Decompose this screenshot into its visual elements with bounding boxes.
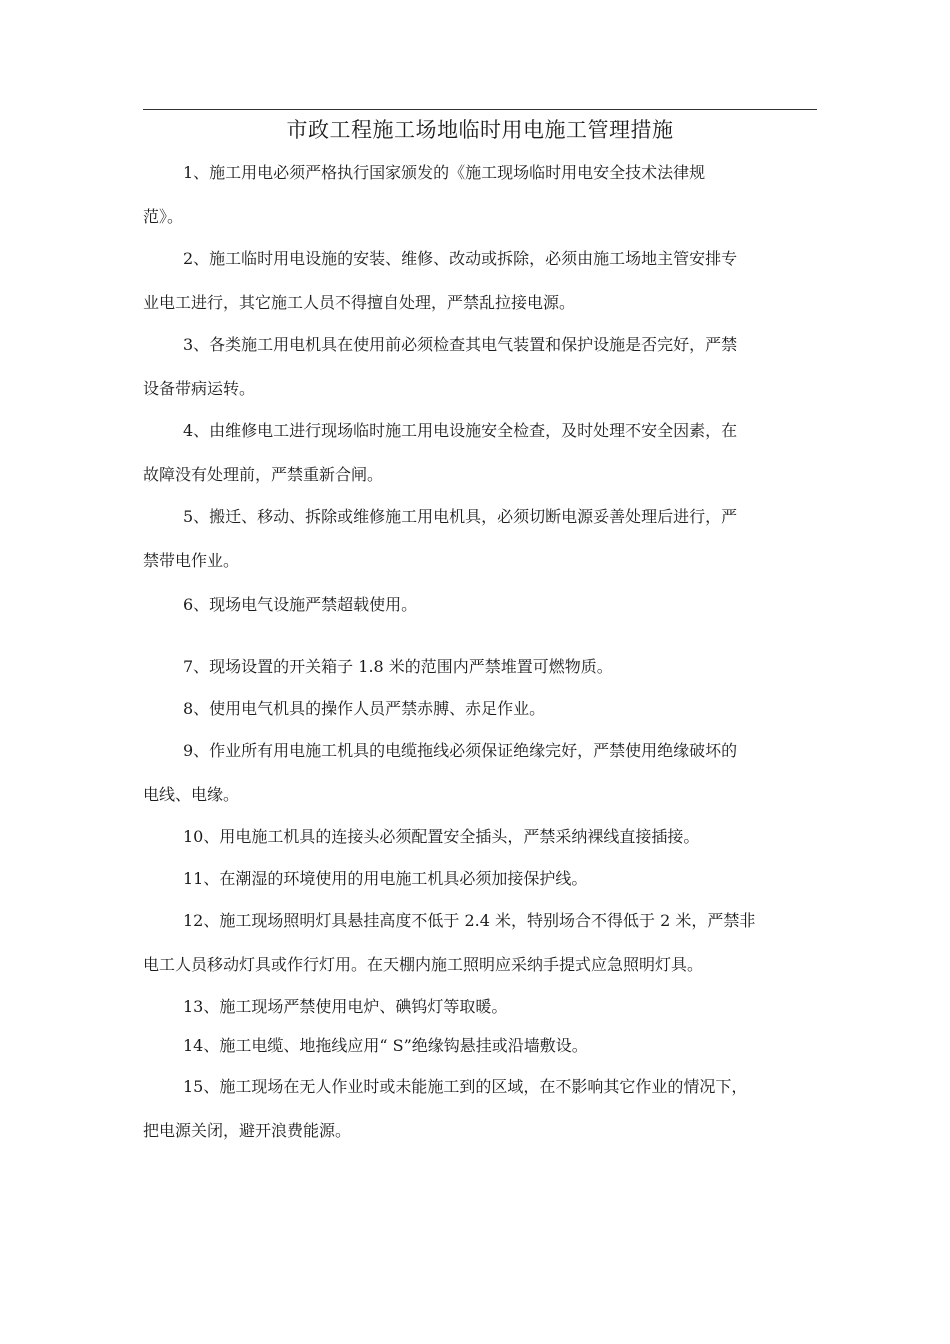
paragraph-line: 13、施工现场严禁使用电炉、碘钨灯等取暖。 xyxy=(183,997,508,1016)
paragraph-line: 禁带电作业。 xyxy=(143,551,240,570)
paragraph-line: 15、施工现场在无人作业时或未能施工到的区域，在不影响其它作业的情况下， xyxy=(183,1077,748,1096)
paragraph-line: 6、现场电气设施严禁超载使用。 xyxy=(183,595,418,614)
paragraph-line: 1、施工用电必须严格执行国家颁发的《施工现场临时用电安全技术法律规 xyxy=(183,163,706,182)
page-title: 市政工程施工场地临时用电施工管理措施 xyxy=(286,118,674,142)
header-rule xyxy=(143,109,817,110)
paragraph-line: 范》。 xyxy=(143,207,184,226)
paragraph-line: 4、由维修电工进行现场临时施工用电设施安全检查，及时处理不安全因素，在 xyxy=(183,421,738,440)
paragraph-line: 14、施工电缆、地拖线应用“ S”绝缘钩悬挂或沿墙敷设。 xyxy=(183,1036,588,1055)
paragraph-line: 电线、电缘。 xyxy=(143,785,240,804)
paragraph-line: 7、现场设置的开关箱子 1.8 米的范围内严禁堆置可燃物质。 xyxy=(183,657,613,676)
paragraph-line: 10、用电施工机具的连接头必须配置安全插头，严禁采纳裸线直接插接。 xyxy=(183,827,700,846)
paragraph-line: 8、使用电气机具的操作人员严禁赤膊、赤足作业。 xyxy=(183,699,546,718)
paragraph-line: 2、施工临时用电设施的安装、维修、改动或拆除，必须由施工场地主管安排专 xyxy=(183,249,738,268)
paragraph-line: 电工人员移动灯具或作行灯用。在天棚内施工照明应采纳手提式应急照明灯具。 xyxy=(143,955,704,974)
paragraph-line: 故障没有处理前，严禁重新合闸。 xyxy=(143,465,384,484)
paragraph-line: 业电工进行，其它施工人员不得擅自处理，严禁乱拉接电源。 xyxy=(143,293,576,312)
paragraph-line: 12、施工现场照明灯具悬挂高度不低于 2.4 米，特别场合不得低于 2 米，严禁非 xyxy=(183,911,756,930)
paragraph-line: 把电源关闭，避开浪费能源。 xyxy=(143,1121,352,1140)
paragraph-line: 9、作业所有用电施工机具的电缆拖线必须保证绝缘完好，严禁使用绝缘破坏的 xyxy=(183,741,738,760)
paragraph-line: 5、搬迁、移动、拆除或维修施工用电机具，必须切断电源妥善处理后进行，严 xyxy=(183,507,738,526)
paragraph-line: 3、各类施工用电机具在使用前必须检查其电气装置和保护设施是否完好，严禁 xyxy=(183,335,738,354)
paragraph-line: 设备带病运转。 xyxy=(143,379,256,398)
paragraph-line: 11、在潮湿的环境使用的用电施工机具必须加接保护线。 xyxy=(183,869,588,888)
